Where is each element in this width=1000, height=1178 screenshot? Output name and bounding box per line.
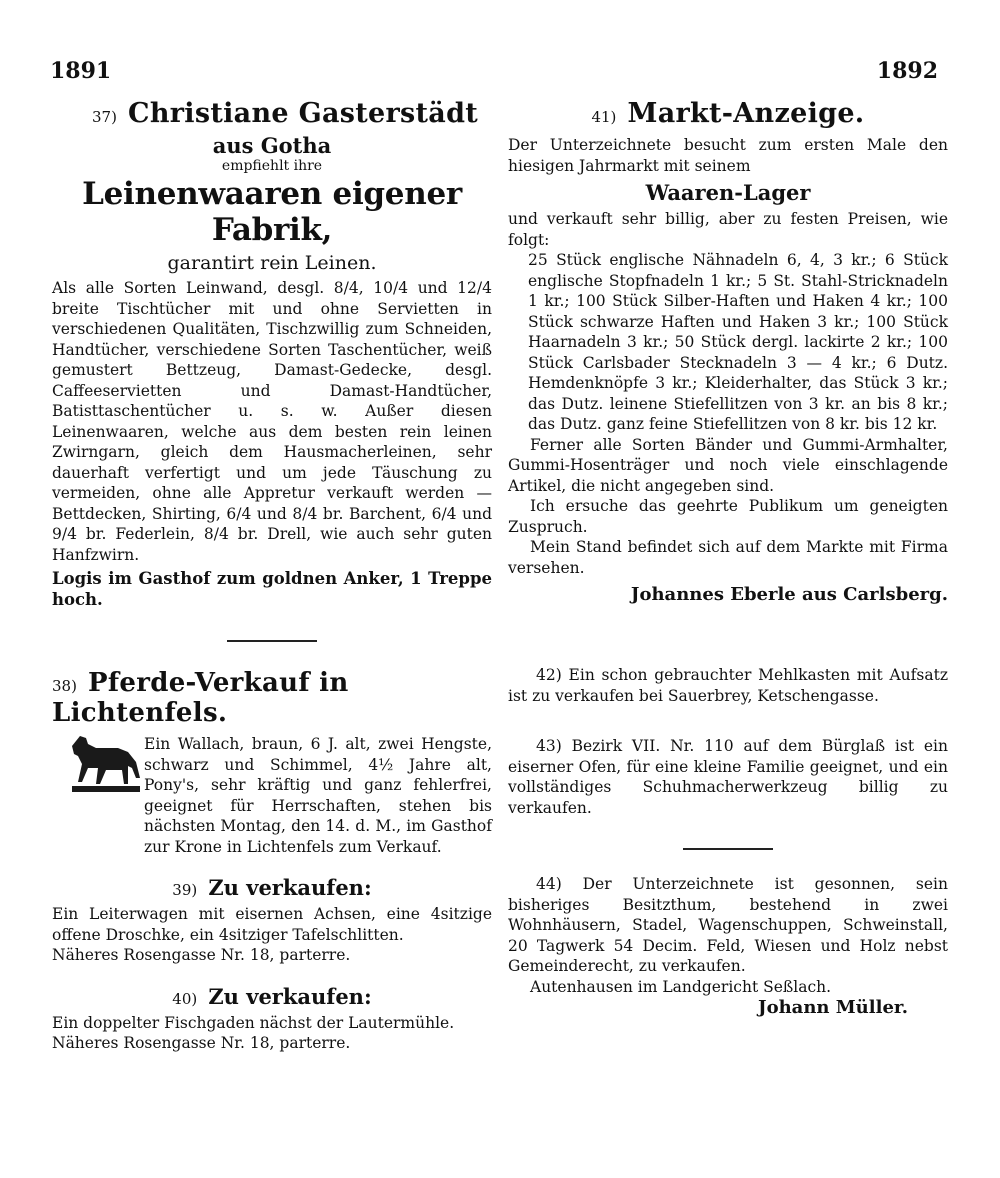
ad-body-1: und verkauft sehr billig, aber zu festen Preisen, wie folgt: (508, 210, 948, 249)
ad-number: 40) (172, 989, 198, 1008)
ad-headline: Leinenwaaren eigener Fabrik, (82, 176, 462, 248)
ad-number: 42) (536, 666, 562, 684)
ad-42 (508, 665, 948, 706)
ad-body: Ein doppelter Fischgaden nächst der Lautermühle. (52, 1013, 455, 1032)
advertiser-origin: aus Gotha (212, 133, 332, 158)
ad-43 (508, 736, 948, 818)
ad-44 (508, 874, 948, 1018)
ad-number: 43) (536, 737, 562, 755)
ad-headline: Markt-Anzeige. (627, 98, 865, 129)
page-number-right: 1892 (876, 58, 938, 84)
ad-headline: Zu verkaufen: (208, 983, 372, 1009)
ad-subhead: Waaren-Lager (645, 180, 811, 205)
ad-body-2: 25 Stück englische Nähnadeln 6, 4, 3 kr.; 6 Stück englische Stopfnadeln 1 kr.; 5 St. Stahl-Stricknadeln 1 kr.; 100 Stück Silber-Haften und Haken 4 kr.; 100 Stück schwarze Haften und Haken 3 kr.; 100 Stück Haarnadeln 3 kr.; 50 Stück dergl. lackirte 2 kr.; 100 Stück Carlsbader Stecknadeln 3 — 4 kr.; 6 Dutz. Hemdenknöpfe 3 kr.; Kleiderhalter, das Stück 3 kr.; das Dutz. leinene Stiefellitzen von 3 kr. an bis 8 kr.; das Dutz. ganz feine Stiefellitzen von 8 kr. bis 12 kr. (528, 251, 948, 433)
divider (227, 640, 317, 642)
ad-signature: Johannes Eberle aus Carlsberg. (630, 584, 948, 605)
ad-number: 44) (536, 875, 562, 893)
right-column (508, 98, 948, 1018)
ad-38 (52, 668, 492, 857)
ad-address: Näheres Rosengasse Nr. 18, parterre. (52, 946, 351, 964)
ad-39 (52, 875, 492, 966)
ad-headline: Pferde-Verkauf in Lichtenfels. (52, 668, 349, 728)
recommends-text: empfiehlt ihre (221, 158, 323, 174)
horse-icon (66, 728, 146, 798)
ad-41 (508, 98, 948, 605)
ad-37 (52, 98, 492, 610)
guarantee-text: garantirt rein Leinen. (167, 252, 377, 274)
divider (683, 848, 773, 850)
left-column (52, 98, 492, 1054)
ad-body: Als alle Sorten Leinwand, desgl. 8/4, 10/4 und 12/4 breite Tischtücher mit und ohne Servietten in verschiedenen Qualitäten, Tischzwillig zum Schneiden, Handtücher, verschiedene Sorten Taschentücher, weiß gemustert Bettzeug, Damast-Gedecke, desgl. Caffeeservietten und Damast-Handtücher, Batisttaschentücher u. s. w. Außer diesen Leinenwaaren, welche aus dem besten rein leinen Zwirngarn, gleich dem Hausmacherleinen, sehr dauerhaft verfertigt und um jede Täuschung zu vermeiden, ohne alle Appretur verkauft werden — Bettdecken, Shirting, 6/4 und 8/4 br. Barchent, 6/4 und 9/4 br. Federlein, 8/4 br. Drell, wie auch sehr guten Hanfzwirn. (52, 279, 492, 564)
ad-place: Autenhausen im Landgericht Seßlach. (530, 977, 832, 996)
ad-body: Der Unterzeichnete ist gesonnen, sein bisheriges Besitzthum, bestehend in zwei Wohnhäusern, Stadel, Wagenschuppen, Schweinstall, 20 Tagwerk 54 Decim. Feld, Wiesen und Holz nebst Gemeinderecht, zu verkaufen. (508, 875, 948, 975)
ad-body: Ein Leiterwagen mit eisernen Achsen, eine 4sitzige offene Droschke, ein 4sitziger Tafelschlitten. (52, 905, 492, 944)
ad-body: Bezirk VII. Nr. 110 auf dem Bürglaß ist ein eiserner Ofen, für eine kleine Familie geeignet, und ein vollständiges Schuhmacherwerkzeug billig zu verkaufen. (508, 737, 948, 817)
ad-headline: Zu verkaufen: (208, 875, 372, 900)
ad-number: 41) (591, 108, 617, 126)
page-number-left: 1891 (50, 58, 112, 84)
ad-40 (52, 984, 492, 1054)
ad-number: 39) (172, 881, 198, 899)
ad-number: 38) (52, 677, 77, 695)
ad-body-5: Mein Stand befindet sich auf dem Markte mit Firma versehen. (508, 538, 948, 577)
ad-intro: Der Unterzeichnete besucht zum ersten Male den hiesigen Jahrmarkt mit seinem (508, 136, 948, 175)
ad-body: Ein schon gebrauchter Mehlkasten mit Aufsatz ist zu verkaufen bei Sauerbrey, Ketschengasse. (508, 666, 948, 705)
ad-signature: Johann Müller. (758, 997, 908, 1018)
ad-address: Näheres Rosengasse Nr. 18, parterre. (52, 1034, 351, 1052)
ad-body-4: Ich ersuche das geehrte Publikum um geneigten Zuspruch. (508, 497, 948, 536)
lodging-text: Logis im Gasthof zum goldnen Anker, 1 Treppe hoch. (52, 569, 492, 609)
ad-body: Ein Wallach, braun, 6 J. alt, zwei Hengste, schwarz und Schimmel, 4½ Jahre alt, Pony's, sehr kräftig und ganz fehlerfrei, geeignet für Herrschaften, stehen bis nächsten Montag, den 14. d. M., im Gasthof zur Krone in Lichtenfels zum Verkauf. (144, 735, 492, 856)
ad-number: 37) (92, 108, 117, 126)
ad-body-3: Ferner alle Sorten Bänder und Gummi-Armhalter, Gummi-Hosenträger und noch viele einschlagende Artikel, die nicht angegeben sind. (508, 435, 948, 495)
advertiser-name: Christiane Gasterstädt (128, 98, 479, 129)
